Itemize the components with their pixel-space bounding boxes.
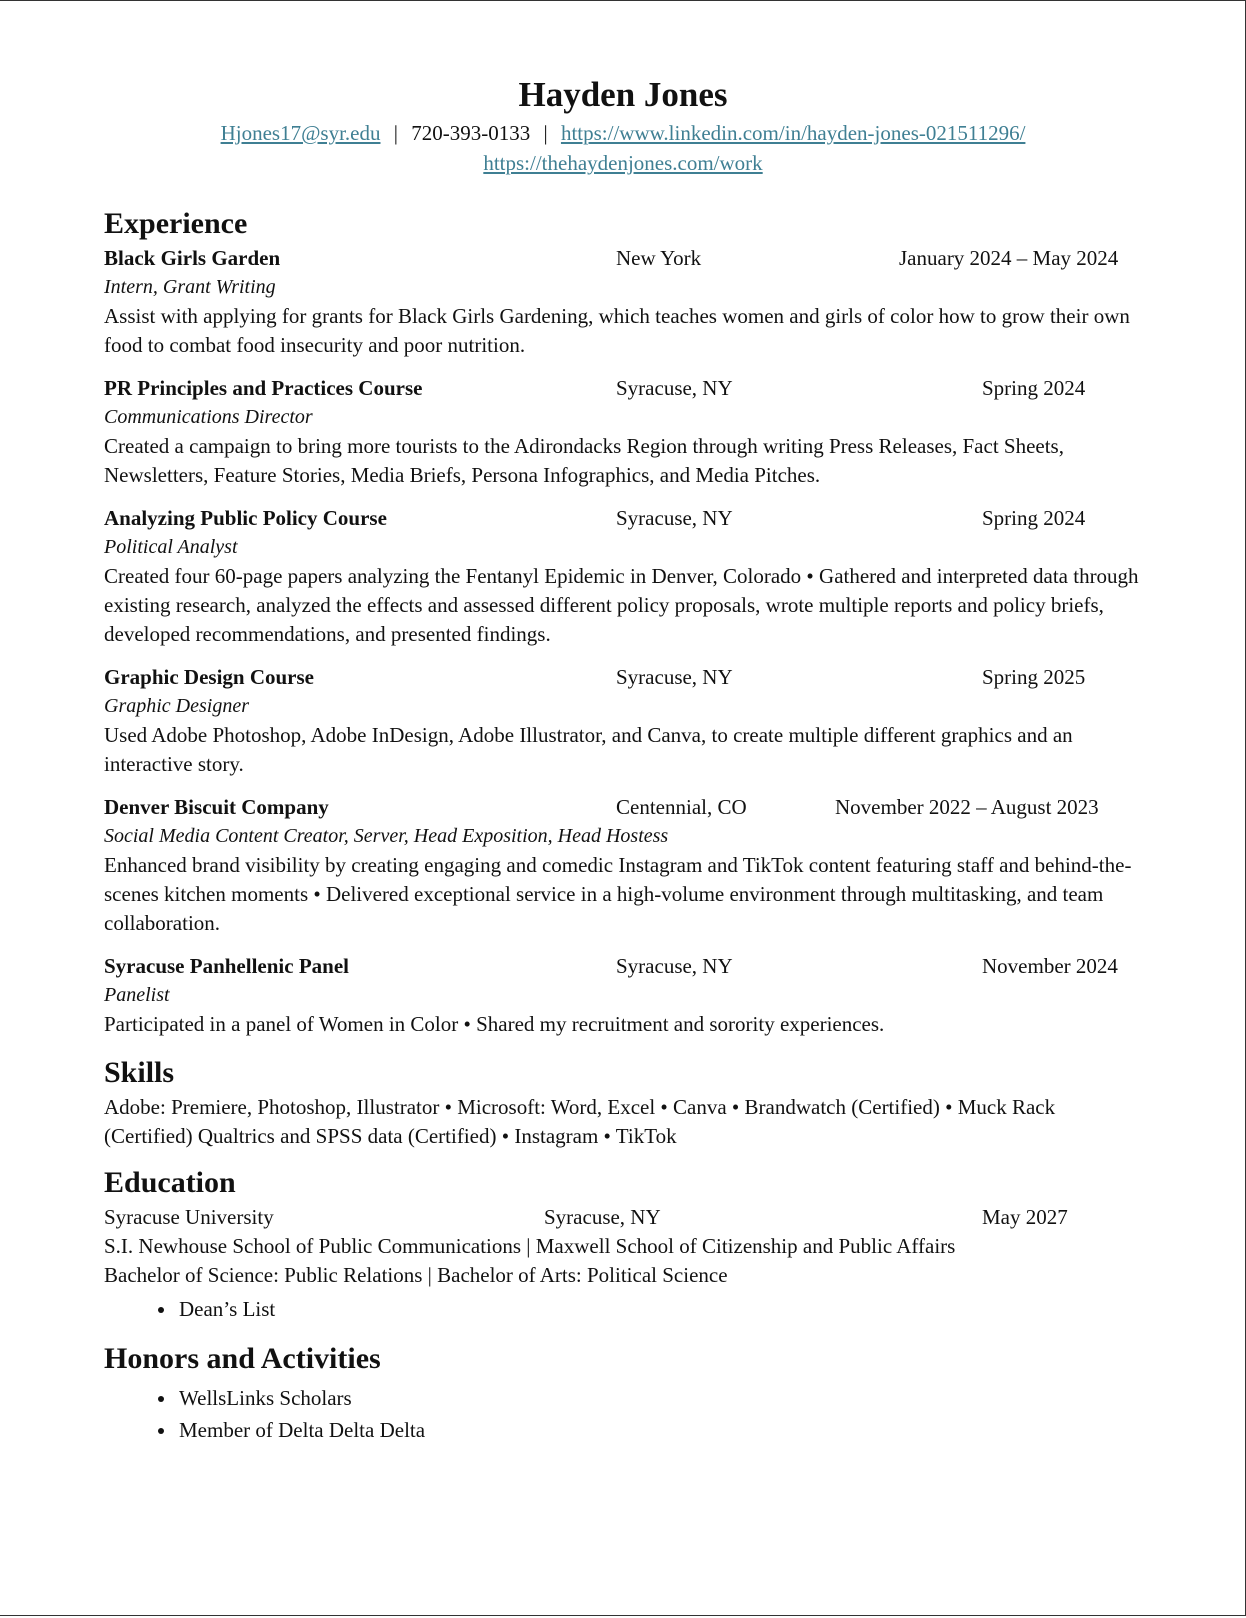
date-range: January 2024 – May 2024 xyxy=(899,246,1119,270)
page-top-border xyxy=(0,0,1246,1)
linkedin-link[interactable]: https://www.linkedin.com/in/hayden-jones-021511296/ xyxy=(560,121,1026,145)
description: Participated in a panel of Women in Color • Shared my recruitment and sorority experiences. xyxy=(104,1012,885,1036)
candidate-name: Hayden Jones xyxy=(518,75,728,114)
skills-text: Adobe: Premiere, Photoshop, Illustrator • Microsoft: Word, Excel • Canva • Brandwatch (Certified) • Muck Rack (Certified) Qualtrics and SPSS data (Certified) • Instagram • TikTok xyxy=(104,1095,1056,1148)
school-name: Syracuse University xyxy=(104,1205,274,1229)
school-location: Syracuse, NY xyxy=(544,1205,661,1229)
phone-number: 720-393-0133 xyxy=(411,121,531,145)
organization: Black Girls Garden xyxy=(104,246,281,270)
experience-entry xyxy=(104,952,1144,1039)
role-title: Social Media Content Creator, Server, Head Exposition, Head Hostess xyxy=(104,825,669,847)
role-title: Political Analyst xyxy=(104,536,238,558)
website-line xyxy=(0,148,1246,178)
date-range: Spring 2025 xyxy=(982,665,1086,689)
separator: | xyxy=(393,121,398,145)
website-link[interactable]: https://thehaydenjones.com/work xyxy=(483,151,763,175)
email-link[interactable]: Hjones17@syr.edu xyxy=(220,121,381,145)
location: Syracuse, NY xyxy=(616,506,733,530)
honors-heading: Honors and Activities xyxy=(104,1342,381,1375)
description: Assist with applying for grants for Black Girls Gardening, which teaches women and girls of color how to grow their own food to combat food insecurity and poor nutrition. xyxy=(104,304,1130,357)
organization: Syracuse Panhellenic Panel xyxy=(104,954,349,978)
experience-entry xyxy=(104,793,1144,938)
skills-heading: Skills xyxy=(104,1056,175,1089)
date-range: November 2022 – August 2023 xyxy=(835,795,1099,819)
organization: Graphic Design Course xyxy=(104,665,314,689)
description: Used Adobe Photoshop, Adobe InDesign, Adobe Illustrator, and Canva, to create multiple different graphics and an interactive story. xyxy=(104,723,1073,776)
organization: Denver Biscuit Company xyxy=(104,795,329,819)
experience-entry xyxy=(104,244,1144,360)
description: Enhanced brand visibility by creating engaging and comedic Instagram and TikTok content featuring staff and behind-the-scenes kitchen moments • Delivered exceptional service in a high-volume environment through multitasking, and team collaboration. xyxy=(104,853,1132,935)
role-title: Graphic Designer xyxy=(104,695,249,717)
date-range: Spring 2024 xyxy=(982,506,1086,530)
education-bullets xyxy=(104,1293,1144,1325)
organization: Analyzing Public Policy Course xyxy=(104,506,387,530)
location: Syracuse, NY xyxy=(616,665,733,689)
experience-entry xyxy=(104,663,1144,779)
page-bottom-border xyxy=(0,1615,1246,1616)
experience-entry xyxy=(104,504,1144,649)
resume-header xyxy=(0,72,1246,178)
description: Created four 60-page papers analyzing the Fentanyl Epidemic in Denver, Colorado • Gathered and interpreted data through existing research, analyzed the effects and assessed different policy proposals, wrote multiple reports and policy briefs, developed recommendations, and presented findings. xyxy=(104,564,1139,646)
role-title: Intern, Grant Writing xyxy=(104,276,276,298)
education-heading: Education xyxy=(104,1166,236,1199)
date-range: November 2024 xyxy=(982,954,1118,978)
graduation-date: May 2027 xyxy=(982,1205,1068,1229)
list-item: • Member of Delta Delta Delta xyxy=(177,1414,1144,1446)
description: Created a campaign to bring more tourists to the Adirondacks Region through writing Press Releases, Fact Sheets, Newsletters, Feature Stories, Media Briefs, Persona Infographics, and Media Pitches. xyxy=(104,434,1064,487)
separator: | xyxy=(543,121,548,145)
list-item: • WellsLinks Scholars xyxy=(177,1382,1144,1414)
resume-body xyxy=(104,204,1144,1460)
degrees-line: Bachelor of Science: Public Relations | Bachelor of Arts: Political Science xyxy=(104,1263,728,1287)
role-title: Panelist xyxy=(104,984,170,1006)
schools-line: S.I. Newhouse School of Public Communications | Maxwell School of Citizenship and Public Affairs xyxy=(104,1234,956,1258)
education-entry-head xyxy=(104,1203,1144,1232)
organization: PR Principles and Practices Course xyxy=(104,376,423,400)
location: Syracuse, NY xyxy=(616,954,733,978)
role-title: Communications Director xyxy=(104,406,313,428)
experience-heading: Experience xyxy=(104,207,248,240)
location: Syracuse, NY xyxy=(616,376,733,400)
location: Centennial, CO xyxy=(616,795,747,819)
contact-line xyxy=(0,118,1246,148)
date-range: Spring 2024 xyxy=(982,376,1086,400)
list-item: • Dean’s List xyxy=(177,1293,1144,1325)
experience-entry xyxy=(104,374,1144,490)
location: New York xyxy=(616,246,702,270)
honors-bullets xyxy=(104,1382,1144,1446)
